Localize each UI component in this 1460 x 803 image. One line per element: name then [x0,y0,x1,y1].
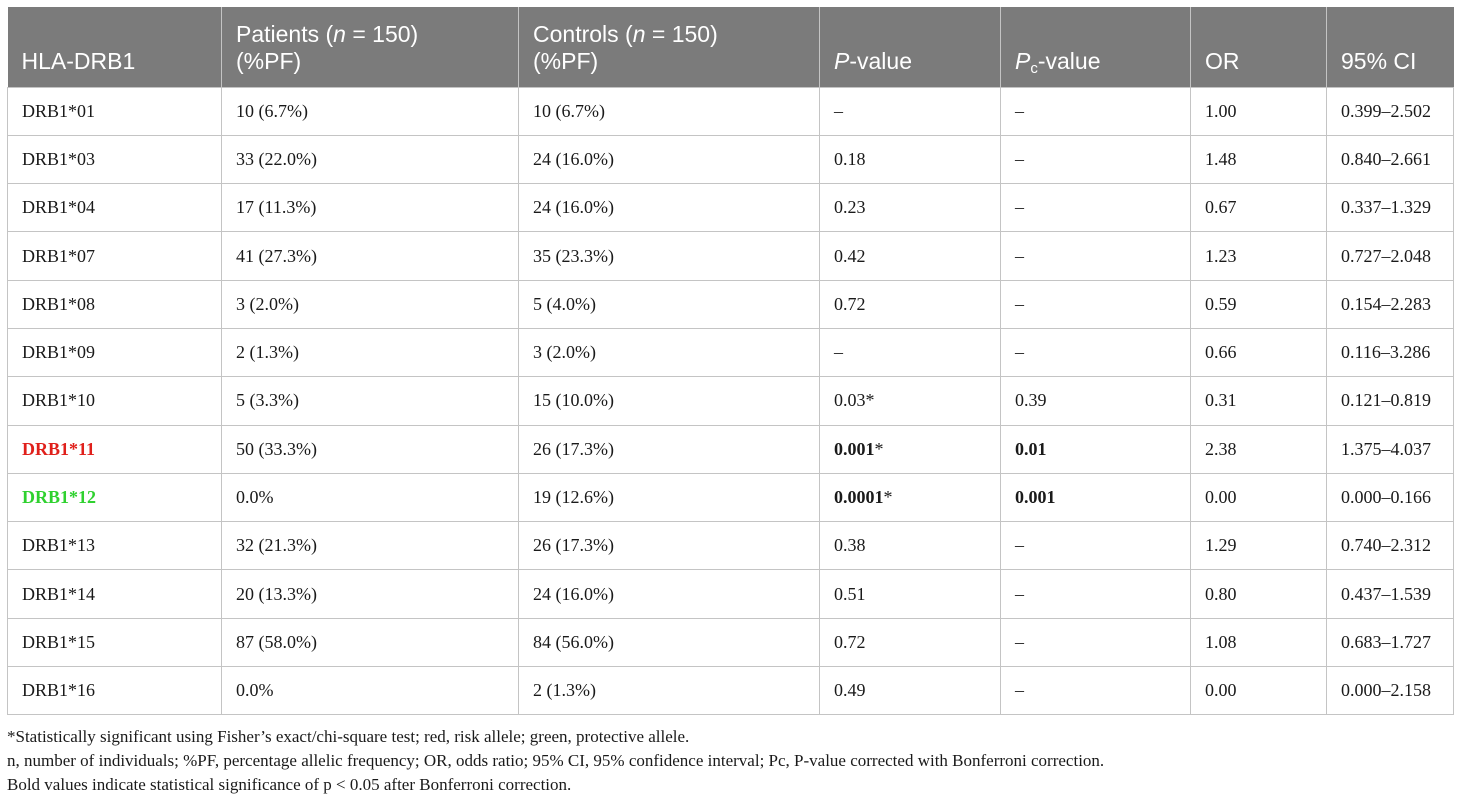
patients-cell: 32 (21.3%) [222,522,519,570]
table-row [8,280,1454,328]
allele-cell: DRB1*14 [8,570,222,618]
ci-cell: 0.121–0.819 [1327,377,1454,425]
patients-cell: 87 (58.0%) [222,618,519,666]
controls-cell: 2 (1.3%) [519,667,820,715]
ci-cell: 0.000–0.166 [1327,473,1454,521]
p-value-bold: 0.0001 [834,487,884,508]
table-row [8,328,1454,376]
or-cell: 0.59 [1191,280,1327,328]
table-row [8,184,1454,232]
table-row [8,618,1454,666]
p-value-cell: 0.72 [820,618,1001,666]
footnote-abbreviations: n, number of individuals; %PF, percentage allelic frequency; OR, odds ratio; 95% CI, 95% confidence interval; Pc, P-value corrected with Bonferroni correction. [7,751,1105,770]
patients-cell: 0.0% [222,667,519,715]
p-value-cell: – [820,328,1001,376]
patients-cell: 10 (6.7%) [222,87,519,135]
header-allele: HLA-DRB1 [8,7,222,87]
controls-cell: 26 (17.3%) [519,522,820,570]
ci-cell: 0.116–3.286 [1327,328,1454,376]
ci-cell: 0.840–2.661 [1327,135,1454,183]
p-value-cell: 0.51 [820,570,1001,618]
or-cell: 1.48 [1191,135,1327,183]
allele-cell-risk: DRB1*11 [8,425,222,473]
footnote-significance: *Statistically significant using Fisher’s exact/chi-square test; red, risk allele; green, protective allele. [7,727,690,746]
controls-cell: 24 (16.0%) [519,570,820,618]
controls-cell: 84 (56.0%) [519,618,820,666]
header-pc-value: $P_c$-value [1001,7,1191,87]
header-row [8,7,1454,87]
header-patients: Patients (n = 150) (%PF) [222,7,519,87]
table-footnotes [7,725,1453,797]
p-value-cell [820,425,1001,473]
or-cell: 0.31 [1191,377,1327,425]
patients-cell: 2 (1.3%) [222,328,519,376]
pc-value-cell: – [1001,570,1191,618]
controls-cell: 24 (16.0%) [519,135,820,183]
or-cell: 0.80 [1191,570,1327,618]
allele-cell: DRB1*10 [8,377,222,425]
controls-cell: 10 (6.7%) [519,87,820,135]
header-ci: 95% CI [1327,7,1454,87]
controls-cell: 3 (2.0%) [519,328,820,376]
p-value-cell [820,473,1001,521]
controls-cell: 15 (10.0%) [519,377,820,425]
ci-cell: 0.727–2.048 [1327,232,1454,280]
header-or: OR [1191,7,1327,87]
header-p-value: P-value [820,7,1001,87]
ci-cell: 0.000–2.158 [1327,667,1454,715]
hla-drb1-table [7,7,1454,715]
p-value-cell: 0.42 [820,232,1001,280]
allele-cell: DRB1*09 [8,328,222,376]
table-row [8,667,1454,715]
ci-cell: 0.154–2.283 [1327,280,1454,328]
pc-value-cell: 0.001 [1001,473,1191,521]
ci-cell: 0.399–2.502 [1327,87,1454,135]
table-row [8,377,1454,425]
or-cell: 1.00 [1191,87,1327,135]
allele-cell: DRB1*01 [8,87,222,135]
controls-cell: 24 (16.0%) [519,184,820,232]
or-cell: 1.29 [1191,522,1327,570]
allele-cell: DRB1*03 [8,135,222,183]
or-cell: 0.00 [1191,473,1327,521]
pc-value-cell: 0.39 [1001,377,1191,425]
ci-cell: 0.437–1.539 [1327,570,1454,618]
ci-cell: 1.375–4.037 [1327,425,1454,473]
table-row [8,232,1454,280]
significance-mark: * [883,487,893,508]
table-row [8,87,1454,135]
allele-cell: DRB1*08 [8,280,222,328]
p-value-cell: 0.23 [820,184,1001,232]
table-row [8,522,1454,570]
ci-cell: 0.740–2.312 [1327,522,1454,570]
controls-cell: 5 (4.0%) [519,280,820,328]
p-value-cell: 0.03* [820,377,1001,425]
allele-cell-protective: DRB1*12 [8,473,222,521]
pc-value-cell: – [1001,232,1191,280]
header-controls: Controls (n = 150) (%PF) [519,7,820,87]
patients-cell: 20 (13.3%) [222,570,519,618]
or-cell: 1.23 [1191,232,1327,280]
pc-value-cell: – [1001,667,1191,715]
or-cell: 0.66 [1191,328,1327,376]
patients-cell: 50 (33.3%) [222,425,519,473]
patients-cell: 17 (11.3%) [222,184,519,232]
significance-mark: * [874,438,884,459]
or-cell: 2.38 [1191,425,1327,473]
pc-value-cell: – [1001,87,1191,135]
table-row [8,135,1454,183]
table-row-protective-allele [8,473,1454,521]
controls-cell: 35 (23.3%) [519,232,820,280]
p-value-cell: – [820,87,1001,135]
p-value-cell: 0.18 [820,135,1001,183]
ci-cell: 0.683–1.727 [1327,618,1454,666]
controls-cell: 26 (17.3%) [519,425,820,473]
pc-value-cell: – [1001,618,1191,666]
or-cell: 0.00 [1191,667,1327,715]
patients-cell: 41 (27.3%) [222,232,519,280]
allele-cell: DRB1*07 [8,232,222,280]
allele-cell: DRB1*13 [8,522,222,570]
pc-value-cell: – [1001,184,1191,232]
table-row [8,570,1454,618]
hla-table-container [7,7,1453,715]
pc-value-cell: – [1001,522,1191,570]
allele-cell: DRB1*04 [8,184,222,232]
ci-cell: 0.337–1.329 [1327,184,1454,232]
or-cell: 1.08 [1191,618,1327,666]
or-cell: 0.67 [1191,184,1327,232]
p-value-cell: 0.72 [820,280,1001,328]
p-value-bold: 0.001 [834,438,875,459]
patients-cell: 3 (2.0%) [222,280,519,328]
allele-cell: DRB1*16 [8,667,222,715]
table-row-risk-allele [8,425,1454,473]
pc-value-cell: 0.01 [1001,425,1191,473]
pc-value-cell: – [1001,135,1191,183]
pc-value-cell: – [1001,328,1191,376]
p-value-cell: 0.49 [820,667,1001,715]
controls-cell: 19 (12.6%) [519,473,820,521]
p-value-cell: 0.38 [820,522,1001,570]
allele-cell: DRB1*15 [8,618,222,666]
patients-cell: 33 (22.0%) [222,135,519,183]
footnote-bold: Bold values indicate statistical significance of p < 0.05 after Bonferroni correction. [7,775,572,794]
pc-value-cell: – [1001,280,1191,328]
patients-cell: 5 (3.3%) [222,377,519,425]
patients-cell: 0.0% [222,473,519,521]
